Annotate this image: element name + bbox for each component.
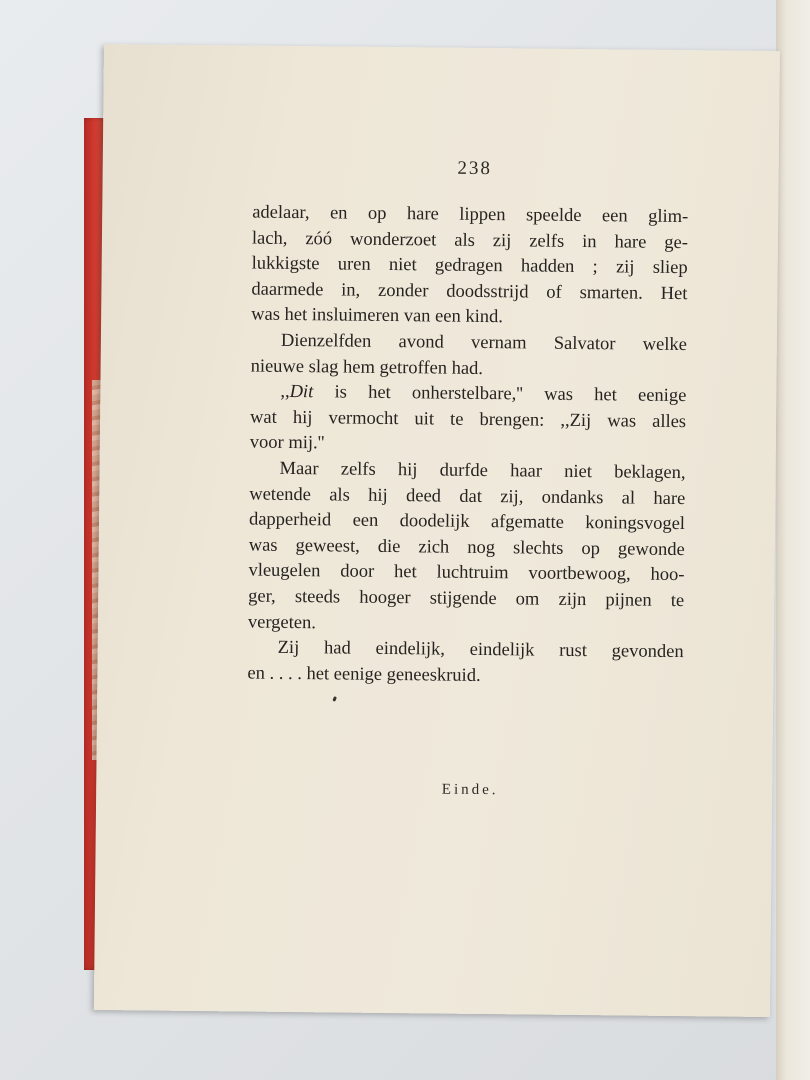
text-line: was het insluimeren van een kind. — [251, 304, 504, 328]
page-number: 238 — [457, 157, 493, 180]
text-line: lach, zóó wonderzoet als zij zelfs in hare ge- — [251, 228, 689, 253]
quote-open: ,, — [280, 382, 290, 403]
body-text — [247, 201, 688, 692]
ink-speck — [332, 696, 337, 702]
text-line: vleugelen door het luchtruim voortbewoog, hoo- — [248, 560, 685, 586]
text-line: vergeten. — [247, 612, 317, 633]
text-line: lukkigste uren niet gedragen hadden ; zij sliep — [251, 253, 688, 279]
text-line: en . . . . het eenige geneeskruid. — [247, 663, 481, 686]
text-line: ger, steeds hooger stijgende om zijn pijnen te — [248, 586, 685, 612]
text-line: daarmede in, zonder doodsstrijd of smarten. Het — [251, 279, 688, 304]
text-line: voor mij.'' — [249, 432, 325, 454]
book-page — [94, 44, 780, 1017]
text-line: Zij had eindelijk, eindelijk rust gevonden — [277, 637, 684, 663]
text-line: wat hij vermocht uit te brengen: ,,Zij was alles — [249, 407, 687, 432]
text-line: Maar zelfs hij durfde haar niet beklagen, — [279, 458, 686, 484]
page-block-edge — [776, 0, 810, 1080]
text-line: nieuwe slag hem getroffen had. — [250, 356, 484, 379]
text-line: adelaar, en op hare lippen speelde een glim- — [252, 202, 689, 228]
text-line: dapperheid een doodelijk afgematte koningsvogel — [248, 509, 686, 535]
quote-italic-word: Dit — [289, 382, 314, 403]
text-line: Dienzelfden avond vernam Salvator welke — [280, 330, 687, 356]
quote-rest: is het onherstelbare,'' was het eenige — [313, 382, 687, 407]
text-line: wetende als hij deed dat zij, ondanks al hare — [249, 484, 686, 509]
text-line: was geweest, die zich nog slechts op gewonde — [248, 535, 685, 560]
ending-label: Einde. — [441, 781, 499, 799]
